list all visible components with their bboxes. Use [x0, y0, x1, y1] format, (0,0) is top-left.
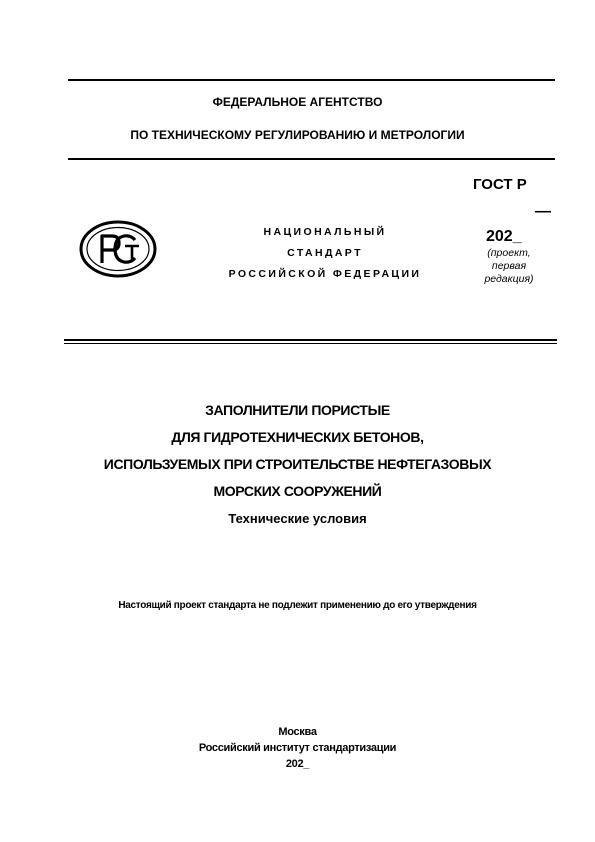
- draft-note-line-1: (проект,: [487, 247, 531, 259]
- section-rule-thin: [64, 343, 557, 344]
- gost-label: ГОСТ Р: [473, 176, 527, 193]
- footer-institute: Российский институт стандартизации: [198, 742, 397, 754]
- top-rule: [68, 79, 555, 81]
- standard-line-2: СТАНДАРТ: [287, 247, 363, 259]
- title-line-4: МОРСКИХ СООРУЖЕНИЙ: [213, 483, 382, 499]
- gost-number: 202_: [486, 228, 522, 245]
- footer-year: 202_: [285, 758, 310, 770]
- middle-rule: [68, 158, 555, 160]
- title-line-3: ИСПОЛЬЗУЕМЫХ ПРИ СТРОИТЕЛЬСТВЕ НЕФТЕГАЗОВЫХ: [103, 456, 492, 472]
- title-line-1: ЗАПОЛНИТЕЛИ ПОРИСТЫЕ: [205, 402, 390, 418]
- draft-note-line-3: редакция): [484, 273, 534, 285]
- draft-note: [464, 247, 554, 286]
- standard-line-1: НАЦИОНАЛЬНЫЙ: [263, 226, 387, 238]
- standard-line-3: РОССИЙСКОЙ ФЕДЕРАЦИИ: [228, 268, 422, 280]
- agency-line-1: ФЕДЕРАЛЬНОЕ АГЕНТСТВО: [212, 95, 383, 109]
- gost-dash: —: [535, 203, 551, 220]
- section-rule-thick: [64, 339, 557, 341]
- rst-certification-mark-icon: [78, 219, 158, 279]
- draft-notice: Настоящий проект стандарта не подлежит применению до его утверждения: [118, 600, 477, 611]
- agency-line-2: ПО ТЕХНИЧЕСКОМУ РЕГУЛИРОВАНИЮ И МЕТРОЛОГИИ: [130, 128, 465, 142]
- title-line-2: ДЛЯ ГИДРОТЕХНИЧЕСКИХ БЕТОНОВ,: [171, 429, 424, 445]
- footer-city: Москва: [278, 726, 317, 738]
- draft-note-line-2: первая: [491, 260, 527, 272]
- document-subtitle: Технические условия: [228, 511, 367, 526]
